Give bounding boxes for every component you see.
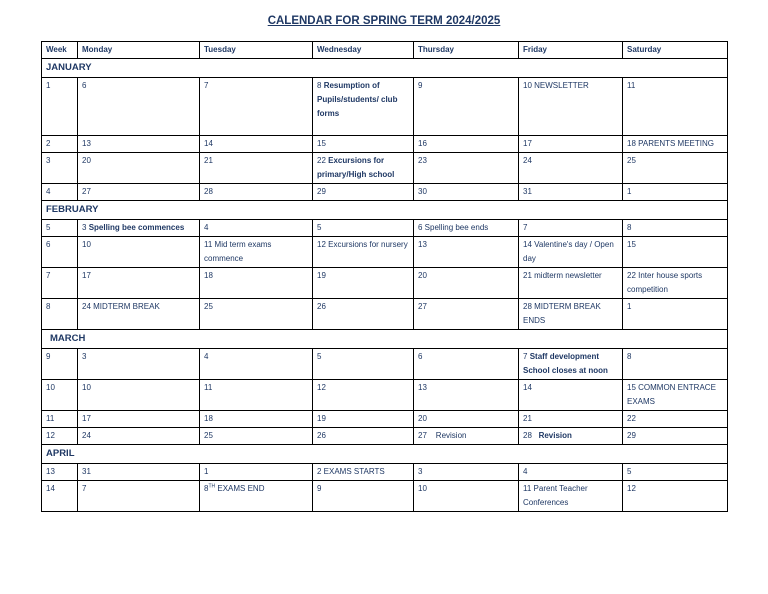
monday-cell: 20 <box>78 153 200 184</box>
tuesday-cell <box>200 481 313 512</box>
friday-cell: 31 <box>519 184 623 201</box>
thursday-cell: 23 <box>414 153 519 184</box>
event-text: Resumption of Pupils/students/ club forms <box>317 81 398 118</box>
saturday-cell: 25 <box>623 153 728 184</box>
saturday-cell: 8 <box>623 349 728 380</box>
monday-cell: 31 <box>78 464 200 481</box>
week-number: 7 <box>42 268 78 299</box>
week-number: 14 <box>42 481 78 512</box>
friday-cell: 21 <box>519 411 623 428</box>
thursday-cell: 16 <box>414 136 519 153</box>
wednesday-cell: 15 <box>313 136 414 153</box>
monday-cell: 10 <box>78 380 200 411</box>
table-row <box>42 428 728 445</box>
day-number: 8 <box>317 81 322 90</box>
friday-cell: 17 <box>519 136 623 153</box>
wednesday-cell: 12 <box>313 380 414 411</box>
monday-cell: 10 <box>78 237 200 268</box>
monday-cell: 24 MIDTERM BREAK <box>78 299 200 330</box>
week-number: 12 <box>42 428 78 445</box>
month-row-march <box>42 330 728 349</box>
tuesday-cell: 7 <box>200 78 313 136</box>
saturday-cell: 1 <box>623 184 728 201</box>
wednesday-cell: 26 <box>313 299 414 330</box>
wednesday-cell: 2 EXAMS STARTS <box>313 464 414 481</box>
saturday-cell: 15 COMMON ENTRACE EXAMS <box>623 380 728 411</box>
month-row-january <box>42 59 728 78</box>
monday-cell: 17 <box>78 268 200 299</box>
wednesday-cell: 29 <box>313 184 414 201</box>
tuesday-cell: 14 <box>200 136 313 153</box>
tuesday-cell: 28 <box>200 184 313 201</box>
table-row <box>42 268 728 299</box>
day-number: 7 <box>523 352 528 361</box>
week-number: 9 <box>42 349 78 380</box>
week-number: 10 <box>42 380 78 411</box>
week-number: 6 <box>42 237 78 268</box>
header-row <box>42 42 728 59</box>
tuesday-cell: 11 <box>200 380 313 411</box>
saturday-cell: 12 <box>623 481 728 512</box>
monday-cell: 6 <box>78 78 200 136</box>
week-number: 2 <box>42 136 78 153</box>
friday-cell <box>519 349 623 380</box>
monday-cell: 27 <box>78 184 200 201</box>
monday-cell: 3 <box>78 349 200 380</box>
saturday-cell: 5 <box>623 464 728 481</box>
friday-cell: 10 NEWSLETTER <box>519 78 623 136</box>
wednesday-cell <box>313 78 414 136</box>
header-week: Week <box>42 42 78 59</box>
week-number: 4 <box>42 184 78 201</box>
week-number: 13 <box>42 464 78 481</box>
thursday-cell: 6 <box>414 349 519 380</box>
table-row <box>42 349 728 380</box>
monday-cell: 13 <box>78 136 200 153</box>
week-number: 5 <box>42 220 78 237</box>
wednesday-cell: 19 <box>313 411 414 428</box>
week-number: 1 <box>42 78 78 136</box>
friday-cell: 21 midterm newsletter <box>519 268 623 299</box>
event-text: Staff development School closes at noon <box>523 352 608 375</box>
thursday-cell: 20 <box>414 411 519 428</box>
thursday-cell: 27 Revision <box>414 428 519 445</box>
tuesday-cell: 18 <box>200 411 313 428</box>
event-text: Revision <box>538 431 572 440</box>
header-friday: Friday <box>519 42 623 59</box>
tuesday-cell: 4 <box>200 220 313 237</box>
month-march: MARCH <box>42 330 728 349</box>
month-row-february <box>42 201 728 220</box>
thursday-cell: 6 Spelling bee ends <box>414 220 519 237</box>
day-number: 3 <box>82 223 87 232</box>
friday-cell: 7 <box>519 220 623 237</box>
friday-cell: 4 <box>519 464 623 481</box>
saturday-cell: 8 <box>623 220 728 237</box>
day-number: 28 <box>523 431 532 440</box>
saturday-cell: 1 <box>623 299 728 330</box>
table-row <box>42 220 728 237</box>
tuesday-cell: 21 <box>200 153 313 184</box>
saturday-cell: 29 <box>623 428 728 445</box>
monday-cell <box>78 220 200 237</box>
day-number: 8 <box>204 484 209 493</box>
table-row <box>42 299 728 330</box>
wednesday-cell: 19 <box>313 268 414 299</box>
wednesday-cell: 12 Excursions for nursery <box>313 237 414 268</box>
event-text: Excursions for primary/High school <box>317 156 395 179</box>
friday-cell: 11 Parent Teacher Conferences <box>519 481 623 512</box>
table-row <box>42 136 728 153</box>
tuesday-cell: 25 <box>200 428 313 445</box>
tuesday-cell: 1 <box>200 464 313 481</box>
wednesday-cell: 5 <box>313 349 414 380</box>
event-text: EXAMS END <box>217 484 265 493</box>
friday-cell: 14 Valentine's day / Open day <box>519 237 623 268</box>
table-row <box>42 464 728 481</box>
table-row <box>42 411 728 428</box>
thursday-cell: 30 <box>414 184 519 201</box>
thursday-cell: 13 <box>414 237 519 268</box>
saturday-cell: 15 <box>623 237 728 268</box>
wednesday-cell <box>313 153 414 184</box>
friday-cell: 14 <box>519 380 623 411</box>
header-wednesday: Wednesday <box>313 42 414 59</box>
tuesday-cell: 18 <box>200 268 313 299</box>
week-number: 3 <box>42 153 78 184</box>
monday-cell: 7 <box>78 481 200 512</box>
monday-cell: 24 <box>78 428 200 445</box>
tuesday-cell: 25 <box>200 299 313 330</box>
spring-term-calendar <box>41 41 728 512</box>
friday-cell: 28 MIDTERM BREAK ENDS <box>519 299 623 330</box>
friday-cell: 24 <box>519 153 623 184</box>
table-row <box>42 153 728 184</box>
table-row <box>42 481 728 512</box>
month-february: FEBRUARY <box>42 201 728 220</box>
wednesday-cell: 9 <box>313 481 414 512</box>
friday-cell <box>519 428 623 445</box>
header-thursday: Thursday <box>414 42 519 59</box>
thursday-cell: 9 <box>414 78 519 136</box>
saturday-cell: 22 Inter house sports competition <box>623 268 728 299</box>
table-row <box>42 237 728 268</box>
thursday-cell: 13 <box>414 380 519 411</box>
month-row-april <box>42 445 728 464</box>
header-saturday: Saturday <box>623 42 728 59</box>
table-row <box>42 78 728 136</box>
week-number: 8 <box>42 299 78 330</box>
ordinal-suffix: TH <box>208 483 216 490</box>
saturday-cell: 11 <box>623 78 728 136</box>
monday-cell: 17 <box>78 411 200 428</box>
header-monday: Monday <box>78 42 200 59</box>
tuesday-cell: 11 Mid term exams commence <box>200 237 313 268</box>
thursday-cell: 20 <box>414 268 519 299</box>
header-tuesday: Tuesday <box>200 42 313 59</box>
saturday-cell: 22 <box>623 411 728 428</box>
table-row <box>42 184 728 201</box>
month-january: JANUARY <box>42 59 728 78</box>
wednesday-cell: 5 <box>313 220 414 237</box>
tuesday-cell: 4 <box>200 349 313 380</box>
thursday-cell: 10 <box>414 481 519 512</box>
wednesday-cell: 26 <box>313 428 414 445</box>
page-title: CALENDAR FOR SPRING TERM 2024/2025 <box>267 15 501 27</box>
saturday-cell: 18 PARENTS MEETING <box>623 136 728 153</box>
thursday-cell: 3 <box>414 464 519 481</box>
day-number: 22 <box>317 156 326 165</box>
event-text: Spelling bee commences <box>88 223 185 232</box>
month-april: APRIL <box>42 445 728 464</box>
thursday-cell: 27 <box>414 299 519 330</box>
week-number: 11 <box>42 411 78 428</box>
table-row <box>42 380 728 411</box>
